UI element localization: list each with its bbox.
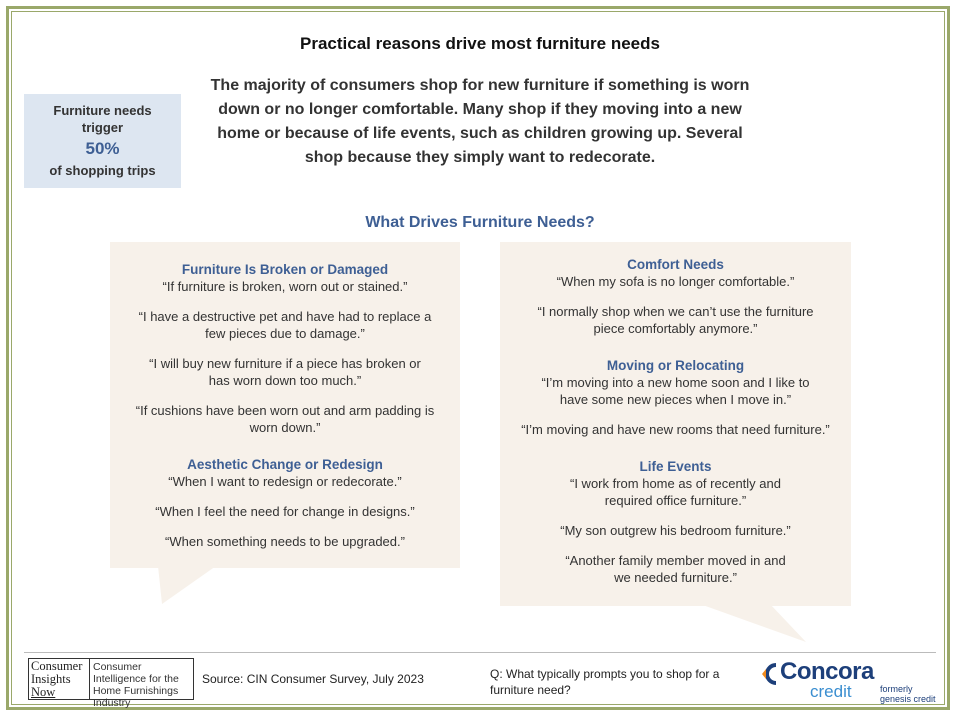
quote: “I’m moving and have new rooms that need furniture.” [521,422,830,437]
quote: “Another family member moved in and we needed furniture.” [565,553,786,585]
concora-formerly: formerly genesis credit [880,684,936,704]
quote: “When something needs to be upgraded.” [165,534,405,549]
cin-logo-mark: Consumer Insights Now [28,658,90,700]
quote: “My son outgrew his bedroom furniture.” [560,523,791,538]
stat-value: 50% [85,139,120,158]
footer-divider [24,652,936,653]
concora-mark-icon [762,662,782,686]
category-title: Furniture Is Broken or Damaged [181,262,389,277]
source-note: Source: CIN Consumer Survey, July 2023 [202,672,424,686]
concora-credit: credit [810,682,852,701]
quote: “When I want to redesign or redecorate.” [168,474,402,489]
quote: “If furniture is broken, worn out or stained.” [162,279,408,294]
right-quote-bubble [500,242,851,606]
stat-box [24,94,181,188]
cin-logo-tagline: Consumer Intelligence for the Home Furnishings Industry [90,658,194,700]
category-title: Comfort Needs [627,257,724,272]
quote: “I have a destructive pet and have had to replace a few pieces due to damage.” [138,309,432,341]
page-title: Practical reasons drive most furniture needs [300,34,660,53]
section-heading: What Drives Furniture Needs? [365,214,595,231]
survey-question: Q: What typically prompts you to shop for a furniture need? [490,667,720,697]
stat-line-1: Furniture needs [53,103,152,118]
category-title: Aesthetic Change or Redesign [187,457,383,472]
quote: “I normally shop when we can’t use the furniture piece comfortably anymore.” [537,304,814,336]
quote: “I work from home as of recently and required office furniture.” [570,476,781,508]
left-quote-bubble [110,242,460,568]
concora-logo [762,658,942,702]
quote: “When my sofa is no longer comfortable.” [556,274,795,289]
left-bubble-tail [158,566,218,606]
concora-brand: Concora [780,658,874,685]
quote: “When I feel the need for change in designs.” [155,504,415,519]
category-title: Moving or Relocating [606,358,745,373]
quote: “If cushions have been worn out and arm padding is worn down.” [135,403,435,435]
category-title: Life Events [639,459,712,474]
stat-line-3: of shopping trips [49,163,156,178]
cin-logo [28,658,194,709]
quote: “I will buy new furniture if a piece has broken or has worn down too much.” [149,356,421,388]
quote: “I’m moving into a new home soon and I like to have some new pieces when I move in.” [541,375,810,407]
right-bubble-tail [700,604,810,644]
intro-text: The majority of consumers shop for new furniture if something is worn down or no longer comfortable. Many shop if they moving into a new home or because of life events, such as children growing up. Several shop because they simply want to redecorate. [210,77,750,166]
stat-line-2: trigger [81,120,124,135]
